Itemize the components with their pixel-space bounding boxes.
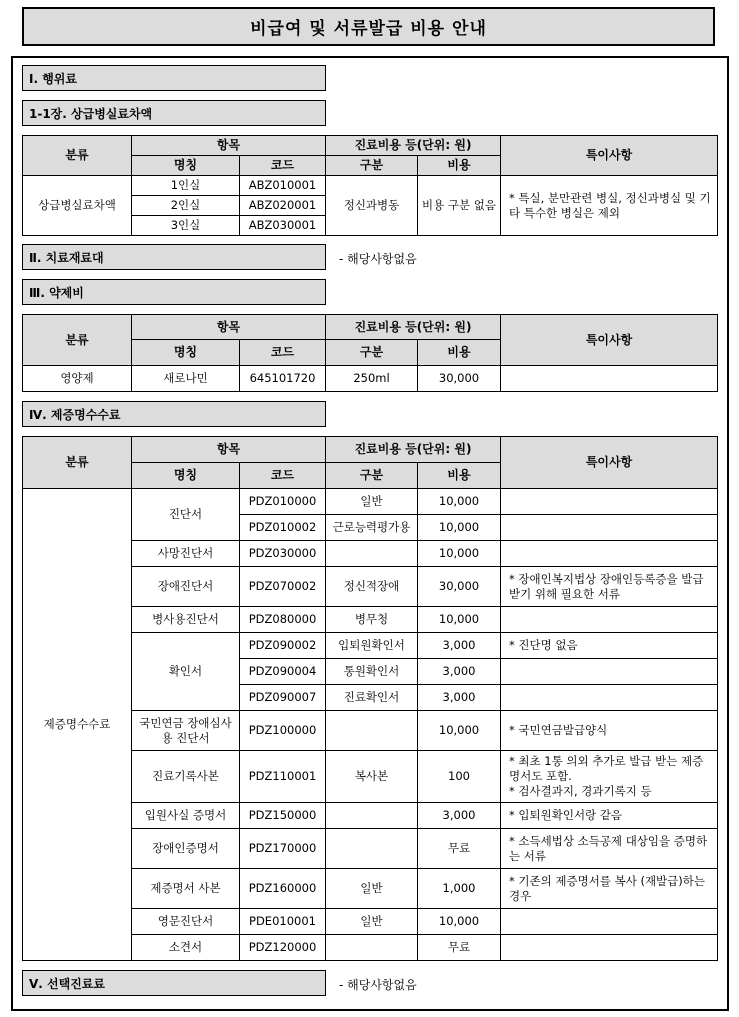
remark-cell: * 입퇴원확인서랑 같음 xyxy=(501,803,718,829)
code-cell: PDZ160000 xyxy=(240,869,326,909)
type-cell: 일반 xyxy=(326,909,418,935)
type-cell: 정신과병동 xyxy=(326,176,418,236)
fee-cell: 무료 xyxy=(418,935,501,961)
section-3-title: Ⅲ. 약제비 xyxy=(22,279,326,305)
code-cell: PDZ010000 xyxy=(240,489,326,515)
section-1-title: Ⅰ. 행위료 xyxy=(22,65,326,91)
category-cell: 영양제 xyxy=(23,366,132,392)
room-fee-table xyxy=(22,135,718,236)
category-cell: 상급병실료차액 xyxy=(23,176,132,236)
header-item: 항목 xyxy=(132,315,326,340)
fee-cell: 10,000 xyxy=(418,541,501,567)
remark-cell xyxy=(501,366,718,392)
remark-line: * 최초 1통 의외 추가로 발급 받는 제증명서도 포함. xyxy=(509,754,704,783)
table-row xyxy=(23,176,718,196)
section-2-note: - 해당사항없음 xyxy=(339,252,417,266)
code-cell: PDZ120000 xyxy=(240,935,326,961)
remark-cell xyxy=(501,935,718,961)
type-cell: 병무청 xyxy=(326,607,418,633)
name-cell: 제증명서 사본 xyxy=(132,869,240,909)
fee-cell: 10,000 xyxy=(418,489,501,515)
name-cell: 국민연금 장애심사용 진단서 xyxy=(132,711,240,751)
remark-cell xyxy=(501,685,718,711)
table-row xyxy=(23,366,718,392)
code-cell: PDZ030000 xyxy=(240,541,326,567)
certificate-fee-table xyxy=(22,436,718,961)
header-type: 구분 xyxy=(326,156,418,176)
name-cell: 확인서 xyxy=(132,633,240,711)
header-name: 명칭 xyxy=(132,340,240,366)
fee-cell: 10,000 xyxy=(418,711,501,751)
fee-cell: 10,000 xyxy=(418,607,501,633)
remark-cell: * 소득세법상 소득공제 대상임을 증명하는 서류 xyxy=(501,829,718,869)
type-cell: 250ml xyxy=(326,366,418,392)
name-cell: 진료기록사본 xyxy=(132,751,240,803)
name-cell: 소견서 xyxy=(132,935,240,961)
header-remark: 특이사항 xyxy=(501,136,718,176)
type-cell xyxy=(326,935,418,961)
header-remark: 특이사항 xyxy=(501,315,718,366)
fee-cell: 3,000 xyxy=(418,659,501,685)
type-cell: 입퇴원확인서 xyxy=(326,633,418,659)
type-cell xyxy=(326,711,418,751)
header-fee: 비용 xyxy=(418,156,501,176)
section-2-title: Ⅱ. 치료재료대 xyxy=(22,244,326,270)
type-cell: 일반 xyxy=(326,489,418,515)
type-cell xyxy=(326,829,418,869)
remark-cell: * 국민연금발급양식 xyxy=(501,711,718,751)
header-type: 구분 xyxy=(326,463,418,489)
name-cell: 사망진단서 xyxy=(132,541,240,567)
code-cell: PDZ170000 xyxy=(240,829,326,869)
name-cell: 장애인증명서 xyxy=(132,829,240,869)
name-cell: 3인실 xyxy=(132,216,240,236)
code-cell: PDZ090007 xyxy=(240,685,326,711)
name-cell: 새로나민 xyxy=(132,366,240,392)
remark-cell: * 진단명 없음 xyxy=(501,633,718,659)
header-item: 항목 xyxy=(132,437,326,463)
header-code: 코드 xyxy=(240,463,326,489)
name-cell: 진단서 xyxy=(132,489,240,541)
name-cell: 2인실 xyxy=(132,196,240,216)
remark-cell: * 특실, 분만관련 병실, 정신과병실 및 기타 특수한 병실은 제외 xyxy=(501,176,718,236)
fee-cell: 10,000 xyxy=(418,515,501,541)
section-5-note: - 해당사항없음 xyxy=(339,978,417,992)
fee-cell: 비용 구분 없음 xyxy=(418,176,501,236)
fee-cell: 3,000 xyxy=(418,633,501,659)
fee-cell: 30,000 xyxy=(418,567,501,607)
name-cell: 병사용진단서 xyxy=(132,607,240,633)
name-cell: 입원사실 증명서 xyxy=(132,803,240,829)
code-cell: PDZ070002 xyxy=(240,567,326,607)
header-code: 코드 xyxy=(240,340,326,366)
remark-cell xyxy=(501,489,718,515)
fee-cell: 30,000 xyxy=(418,366,501,392)
code-cell: PDZ080000 xyxy=(240,607,326,633)
code-cell: PDZ100000 xyxy=(240,711,326,751)
remark-cell: * 장애인복지법상 장애인등록증을 발급받기 위해 필요한 서류 xyxy=(501,567,718,607)
type-cell: 진료확인서 xyxy=(326,685,418,711)
type-cell: 통원확인서 xyxy=(326,659,418,685)
fee-cell: 3,000 xyxy=(418,803,501,829)
header-name: 명칭 xyxy=(132,156,240,176)
code-cell: PDZ010002 xyxy=(240,515,326,541)
fee-cell: 3,000 xyxy=(418,685,501,711)
remark-cell: * 기존의 제증명서를 복사 (재발급)하는 경우 xyxy=(501,869,718,909)
fee-cell: 무료 xyxy=(418,829,501,869)
remark-cell xyxy=(501,659,718,685)
header-item: 항목 xyxy=(132,136,326,156)
remark-line: * 검사결과지, 경과기록지 등 xyxy=(509,784,652,798)
fee-cell: 1,000 xyxy=(418,869,501,909)
header-fee: 비용 xyxy=(418,340,501,366)
header-category: 분류 xyxy=(23,315,132,366)
remark-cell xyxy=(501,909,718,935)
code-cell: PDZ150000 xyxy=(240,803,326,829)
type-cell xyxy=(326,541,418,567)
code-cell: ABZ030001 xyxy=(240,216,326,236)
code-cell: PDZ090004 xyxy=(240,659,326,685)
header-category: 분류 xyxy=(23,136,132,176)
code-cell: ABZ020001 xyxy=(240,196,326,216)
remark-cell xyxy=(501,607,718,633)
header-category: 분류 xyxy=(23,437,132,489)
code-cell: PDZ090002 xyxy=(240,633,326,659)
header-cost: 진료비용 등(단위: 원) xyxy=(326,437,501,463)
type-cell: 복사본 xyxy=(326,751,418,803)
section-5-title: Ⅴ. 선택진료료 xyxy=(22,970,326,996)
header-cost: 진료비용 등(단위: 원) xyxy=(326,136,501,156)
code-cell: 645101720 xyxy=(240,366,326,392)
drug-fee-table xyxy=(22,314,718,392)
table-row xyxy=(23,489,718,515)
page-title: 비급여 및 서류발급 비용 안내 xyxy=(22,7,715,46)
name-cell: 영문진단서 xyxy=(132,909,240,935)
header-code: 코드 xyxy=(240,156,326,176)
code-cell: PDE010001 xyxy=(240,909,326,935)
fee-cell: 10,000 xyxy=(418,909,501,935)
code-cell: PDZ110001 xyxy=(240,751,326,803)
type-cell: 일반 xyxy=(326,869,418,909)
section-4-title: Ⅳ. 제증명수수료 xyxy=(22,401,326,427)
fee-cell: 100 xyxy=(418,751,501,803)
type-cell: 근로능력평가용 xyxy=(326,515,418,541)
remark-cell xyxy=(501,751,718,803)
header-name: 명칭 xyxy=(132,463,240,489)
name-cell: 1인실 xyxy=(132,176,240,196)
header-cost: 진료비용 등(단위: 원) xyxy=(326,315,501,340)
category-cell: 제증명수수료 xyxy=(23,489,132,961)
type-cell xyxy=(326,803,418,829)
header-type: 구분 xyxy=(326,340,418,366)
name-cell: 장애진단서 xyxy=(132,567,240,607)
type-cell: 정신적장애 xyxy=(326,567,418,607)
section-1-1-title: 1-1장. 상급병실료차액 xyxy=(22,100,326,126)
header-remark: 특이사항 xyxy=(501,437,718,489)
header-fee: 비용 xyxy=(418,463,501,489)
code-cell: ABZ010001 xyxy=(240,176,326,196)
remark-cell xyxy=(501,515,718,541)
remark-cell xyxy=(501,541,718,567)
